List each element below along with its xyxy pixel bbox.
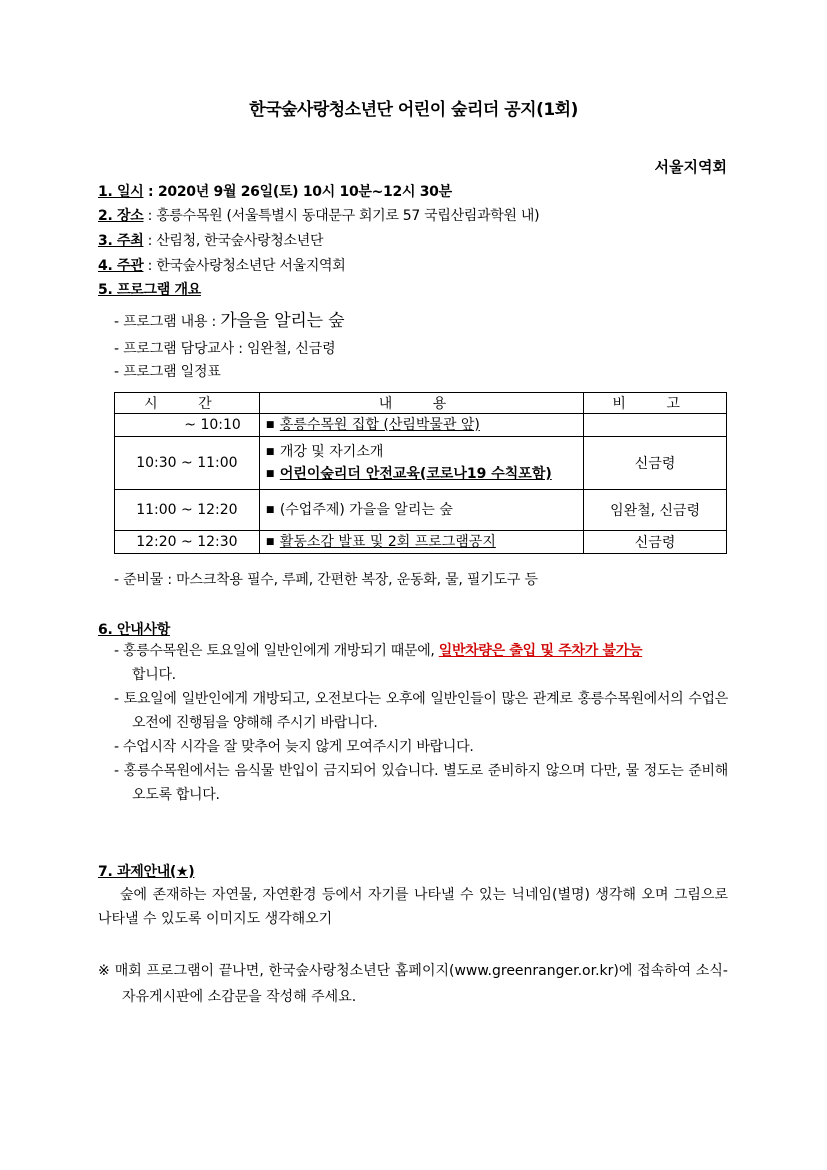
- guide-item: - 홍릉수목원은 토요일에 일반인에게 개방되기 때문에, 일반차량은 출입 및 주차가 불가능 합니다.: [114, 643, 643, 683]
- header-note: 비 고: [584, 393, 727, 414]
- row-item: ■ 어린이숲리더 안전교육(코로나19 수칙포함): [266, 463, 577, 485]
- row-content: [259, 437, 583, 490]
- document-title: 한국숲사랑청소년단 어린이 숲리더 공지(1회): [249, 100, 578, 120]
- item-value: 홍릉수목원 (서울특별시 동대문구 회기로 57 국립산림과학원 내): [156, 208, 540, 224]
- warning-text: 일반차량은 출입 및 주차가 불가능: [438, 643, 643, 659]
- row-time: 11:00 ~ 12:20: [115, 490, 260, 531]
- item-host: 3. 주최 : 산림청, 한국숲사랑청소년단: [98, 233, 324, 249]
- guide-item: - 수업시작 시각을 잘 맞추어 늦지 않게 모여주시기 바랍니다.: [114, 739, 474, 755]
- item-value: 한국숲사랑청소년단 서울지역회: [156, 258, 346, 274]
- item-organizer: 4. 주관 : 한국숲사랑청소년단 서울지역회: [98, 258, 346, 274]
- guide-list: [114, 639, 728, 807]
- item-label: 2. 장소: [98, 208, 144, 224]
- row-item: ■ (수업주제) 가을을 알리는 숲: [266, 499, 577, 521]
- table-row: [115, 490, 727, 531]
- row-content: [259, 531, 583, 554]
- row-time: ~ 10:10: [115, 414, 260, 437]
- program-content-label: - 프로그램 내용 :: [114, 314, 221, 330]
- item-label: 1. 일시: [98, 184, 144, 200]
- item-label: 3. 주최: [98, 233, 144, 249]
- item-value: 산림청, 한국숲사랑청소년단: [156, 233, 324, 249]
- row-note: 임완철, 신금령: [584, 490, 727, 531]
- header-content: 내 용: [259, 393, 583, 414]
- table-row: [115, 414, 727, 437]
- table-row: [115, 531, 727, 554]
- row-time: 10:30 ~ 11:00: [115, 437, 260, 490]
- table-header-row: [115, 393, 727, 414]
- item-place: 2. 장소 : 홍릉수목원 (서울특별시 동대문구 회기로 57 국립산림과학원 내): [98, 208, 540, 224]
- organization-name: 서울지역회: [654, 158, 727, 176]
- row-content: [259, 414, 583, 437]
- item-label: 4. 주관: [98, 258, 144, 274]
- row-item: ■ 활동소감 발표 및 2회 프로그램공지: [266, 531, 577, 553]
- program-content: [114, 306, 344, 331]
- program-content-value: 가을을 알리는 숲: [220, 311, 345, 331]
- schedule-table: [114, 392, 727, 554]
- row-note: 신금령: [584, 437, 727, 490]
- table-row: [115, 437, 727, 490]
- homework-heading: 7. 과제안내(★): [98, 864, 195, 880]
- item-value: 2020년 9월 26일(토) 10시 10분~12시 30분: [157, 184, 452, 200]
- notice-text: ※ 매회 프로그램이 끝나면, 한국숲사랑청소년단 홈페이지(www.greenranger.or.kr)에 접속하여 소식- 자유게시판에 소감문을 작성해 주세요.: [98, 963, 728, 1005]
- guide-item: - 토요일에 일반인에게 개방되고, 오전보다는 오후에 일반인들이 많은 관계로 홍릉수목원에서의 수업은 오전에 진행됨을 양해해 주시기 바랍니다.: [114, 691, 728, 731]
- program-schedule-label: - 프로그램 일정표: [114, 364, 221, 380]
- program-heading: 5. 프로그램 개요: [98, 282, 201, 298]
- row-item: ■ 개강 및 자기소개: [266, 441, 577, 463]
- guide-heading: 6. 안내사항: [98, 622, 170, 638]
- row-note: [584, 414, 727, 437]
- row-item: ■ 홍릉수목원 집합 (산림박물관 앞): [266, 414, 577, 436]
- item-date: 1. 일시 : 2020년 9월 26일(토) 10시 10분~12시 30분: [98, 184, 452, 200]
- row-time: 12:20 ~ 12:30: [115, 531, 260, 554]
- row-content: [259, 490, 583, 531]
- homework-text: 숲에 존재하는 자연물, 자연환경 등에서 자기를 나타낼 수 있는 닉네임(별명) 생각해 오며 그림으로 나타낼 수 있도록 이미지도 생각해오기: [98, 887, 728, 927]
- guide-item: - 홍릉수목원에서는 음식물 반입이 금지되어 있습니다. 별도로 준비하지 않으며 다만, 물 정도는 준비해 오도록 합니다.: [114, 763, 728, 803]
- supplies: - 준비물 : 마스크착용 필수, 루페, 간편한 복장, 운동화, 물, 필기도구 등: [114, 572, 538, 588]
- row-note: 신금령: [584, 531, 727, 554]
- header-time: 시 간: [115, 393, 260, 414]
- program-teacher: - 프로그램 담당교사 : 임완철, 신금령: [114, 341, 336, 357]
